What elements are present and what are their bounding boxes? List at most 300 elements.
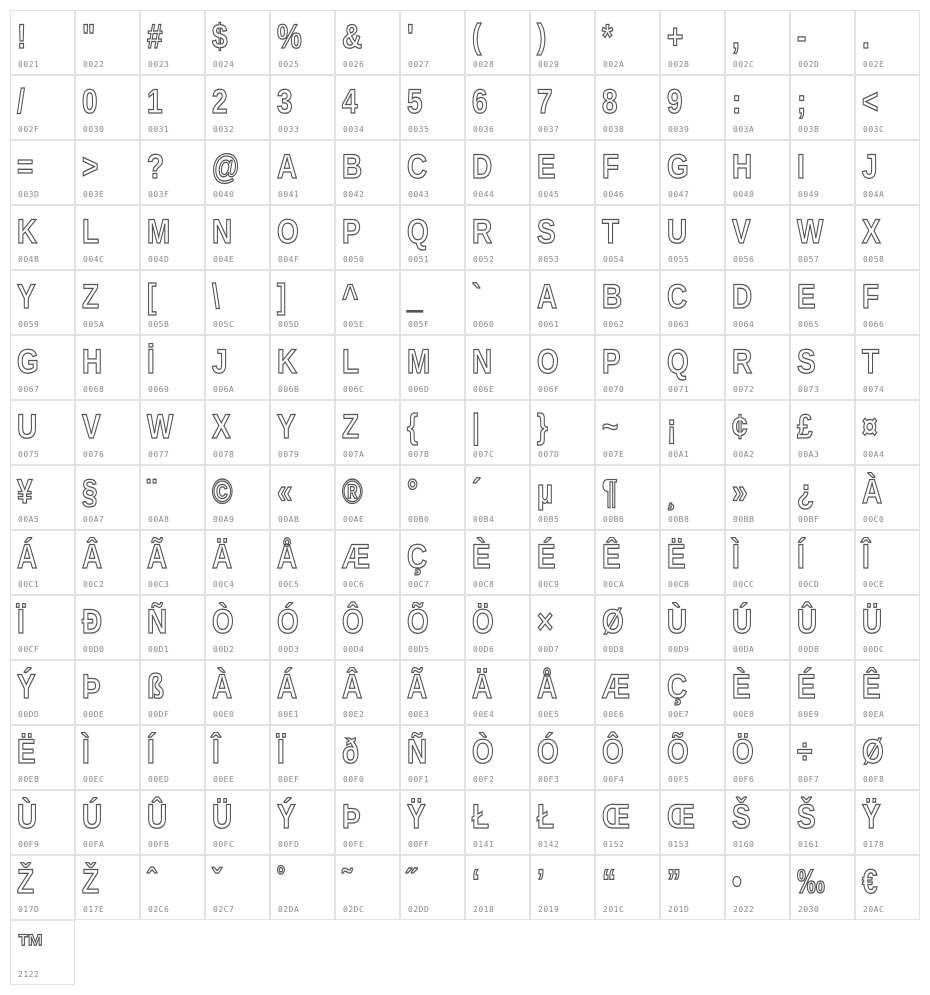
- glyph-preview: C: [667, 278, 688, 316]
- glyph-cell[interactable]: [75, 725, 140, 790]
- glyph-cell[interactable]: [855, 595, 920, 660]
- glyph-cell[interactable]: [140, 855, 205, 920]
- glyph-cell[interactable]: [140, 205, 205, 270]
- glyph-preview: Æ: [342, 538, 370, 576]
- glyph-cell[interactable]: [530, 855, 595, 920]
- glyph-preview: H: [82, 343, 103, 381]
- glyph-cell[interactable]: [140, 725, 205, 790]
- glyph-code-label: 00F3: [538, 775, 560, 784]
- glyph-cell[interactable]: [855, 465, 920, 530]
- glyph-cell[interactable]: [75, 10, 140, 75]
- glyph-code-label: 00FD: [278, 840, 300, 849]
- glyph-cell[interactable]: [725, 465, 790, 530]
- glyph-cell[interactable]: [335, 530, 400, 595]
- glyph-preview: [: [147, 278, 157, 316]
- glyph-code-label: 006F: [538, 385, 560, 394]
- glyph-cell[interactable]: [855, 270, 920, 335]
- glyph-cell[interactable]: [400, 75, 465, 140]
- glyph-cell[interactable]: [725, 205, 790, 270]
- glyph-cell[interactable]: [75, 140, 140, 205]
- glyph-cell[interactable]: [400, 725, 465, 790]
- glyph-cell[interactable]: [790, 10, 855, 75]
- glyph-cell[interactable]: [205, 400, 270, 465]
- glyph-code-label: 20AC: [863, 905, 885, 914]
- glyph-code-label: 005D: [278, 320, 300, 329]
- glyph-cell[interactable]: [595, 10, 660, 75]
- glyph-preview: Å: [277, 538, 298, 576]
- glyph-preview: ®: [342, 473, 363, 511]
- glyph-cell[interactable]: [140, 400, 205, 465]
- glyph-code-label: 002E: [863, 60, 885, 69]
- glyph-cell[interactable]: [140, 660, 205, 725]
- glyph-cell[interactable]: [595, 270, 660, 335]
- glyph-code-label: 00E5: [538, 710, 560, 719]
- glyph-preview: Y: [17, 278, 36, 316]
- glyph-cell[interactable]: [400, 10, 465, 75]
- glyph-code-label: 005A: [83, 320, 105, 329]
- glyph-preview: 8: [602, 83, 618, 121]
- glyph-cell[interactable]: [465, 725, 530, 790]
- glyph-preview: Ž: [17, 863, 35, 901]
- glyph-cell[interactable]: [660, 335, 725, 400]
- glyph-cell[interactable]: [335, 270, 400, 335]
- glyph-preview: ß: [147, 668, 165, 706]
- glyph-cell[interactable]: [335, 790, 400, 855]
- glyph-code-label: 00D3: [278, 645, 300, 654]
- glyph-preview: L: [342, 343, 360, 381]
- glyph-cell[interactable]: [660, 140, 725, 205]
- glyph-cell[interactable]: [140, 465, 205, 530]
- glyph-cell[interactable]: [855, 855, 920, 920]
- glyph-cell[interactable]: [790, 595, 855, 660]
- glyph-code-label: 0042: [343, 190, 365, 199]
- glyph-cell[interactable]: [465, 335, 530, 400]
- glyph-cell[interactable]: [660, 855, 725, 920]
- glyph-cell[interactable]: [140, 335, 205, 400]
- glyph-cell[interactable]: [75, 530, 140, 595]
- glyph-preview: B: [342, 148, 363, 186]
- glyph-preview: ´: [472, 473, 482, 511]
- glyph-cell[interactable]: [335, 335, 400, 400]
- glyph-cell[interactable]: [140, 75, 205, 140]
- glyph-cell[interactable]: [400, 855, 465, 920]
- glyph-preview: N: [212, 213, 233, 251]
- glyph-cell[interactable]: [400, 270, 465, 335]
- glyph-cell[interactable]: [855, 335, 920, 400]
- glyph-code-label: 0056: [733, 255, 755, 264]
- glyph-code-label: 02DD: [408, 905, 430, 914]
- glyph-cell[interactable]: [205, 595, 270, 660]
- glyph-code-label: 002A: [603, 60, 625, 69]
- glyph-cell[interactable]: [595, 205, 660, 270]
- glyph-code-label: 2018: [473, 905, 495, 914]
- glyph-code-label: 00F6: [733, 775, 755, 784]
- glyph-code-label: 0152: [603, 840, 625, 849]
- glyph-cell[interactable]: [855, 140, 920, 205]
- glyph-cell[interactable]: [660, 595, 725, 660]
- glyph-code-label: 00F0: [343, 775, 365, 784]
- glyph-cell[interactable]: [75, 75, 140, 140]
- glyph-code-label: 0027: [408, 60, 430, 69]
- glyph-cell[interactable]: [335, 400, 400, 465]
- glyph-code-label: 00E3: [408, 710, 430, 719]
- glyph-cell[interactable]: [660, 270, 725, 335]
- glyph-code-label: 017E: [83, 905, 105, 914]
- glyph-cell[interactable]: [10, 335, 75, 400]
- glyph-cell[interactable]: [530, 465, 595, 530]
- glyph-cell[interactable]: [140, 595, 205, 660]
- glyph-code-label: 00A1: [668, 450, 690, 459]
- glyph-cell[interactable]: [855, 75, 920, 140]
- glyph-cell[interactable]: [205, 855, 270, 920]
- glyph-code-label: 0055: [668, 255, 690, 264]
- glyph-cell[interactable]: [10, 205, 75, 270]
- glyph-cell[interactable]: [270, 400, 335, 465]
- glyph-code-label: 00C3: [148, 580, 170, 589]
- glyph-cell[interactable]: [10, 400, 75, 465]
- glyph-preview: Æ: [602, 668, 630, 706]
- glyph-cell[interactable]: [465, 10, 530, 75]
- glyph-cell[interactable]: [725, 140, 790, 205]
- glyph-cell[interactable]: [205, 270, 270, 335]
- glyph-cell[interactable]: [335, 595, 400, 660]
- glyph-cell[interactable]: [335, 205, 400, 270]
- glyph-cell[interactable]: [10, 855, 75, 920]
- glyph-cell[interactable]: [595, 400, 660, 465]
- glyph-cell[interactable]: [465, 400, 530, 465]
- glyph-cell[interactable]: [10, 920, 75, 985]
- glyph-cell[interactable]: [335, 140, 400, 205]
- glyph-preview: #: [147, 18, 163, 56]
- glyph-cell[interactable]: [140, 140, 205, 205]
- glyph-cell[interactable]: [595, 335, 660, 400]
- glyph-code-label: 00A8: [148, 515, 170, 524]
- glyph-cell[interactable]: [465, 140, 530, 205]
- glyph-cell[interactable]: [205, 465, 270, 530]
- glyph-cell[interactable]: [725, 530, 790, 595]
- glyph-cell[interactable]: [530, 660, 595, 725]
- glyph-cell[interactable]: [10, 270, 75, 335]
- glyph-cell[interactable]: [725, 270, 790, 335]
- glyph-code-label: 201D: [668, 905, 690, 914]
- glyph-cell[interactable]: [205, 790, 270, 855]
- glyph-cell[interactable]: [595, 75, 660, 140]
- glyph-preview: Œ: [667, 798, 695, 836]
- glyph-cell[interactable]: [660, 400, 725, 465]
- glyph-cell[interactable]: [855, 790, 920, 855]
- glyph-cell[interactable]: [790, 140, 855, 205]
- glyph-preview: 2: [212, 83, 228, 121]
- glyph-cell[interactable]: [400, 205, 465, 270]
- glyph-cell[interactable]: [140, 270, 205, 335]
- glyph-cell[interactable]: [335, 465, 400, 530]
- glyph-cell[interactable]: [400, 400, 465, 465]
- glyph-cell[interactable]: [270, 465, 335, 530]
- glyph-preview: «: [277, 473, 293, 511]
- glyph-cell[interactable]: [205, 140, 270, 205]
- glyph-cell[interactable]: [75, 595, 140, 660]
- glyph-code-label: 005B: [148, 320, 170, 329]
- glyph-preview: Ò: [212, 603, 234, 641]
- glyph-code-label: 0074: [863, 385, 885, 394]
- glyph-cell[interactable]: [140, 790, 205, 855]
- glyph-cell[interactable]: [400, 140, 465, 205]
- glyph-cell[interactable]: [270, 335, 335, 400]
- glyph-cell[interactable]: [790, 335, 855, 400]
- glyph-cell[interactable]: [400, 660, 465, 725]
- glyph-code-label: 004C: [83, 255, 105, 264]
- glyph-code-label: 00F1: [408, 775, 430, 784]
- glyph-cell[interactable]: [140, 530, 205, 595]
- glyph-cell[interactable]: [660, 725, 725, 790]
- glyph-preview: A: [277, 148, 298, 186]
- glyph-cell[interactable]: [790, 530, 855, 595]
- glyph-code-label: 0057: [798, 255, 820, 264]
- glyph-cell[interactable]: [530, 335, 595, 400]
- glyph-cell[interactable]: [270, 660, 335, 725]
- glyph-cell[interactable]: [10, 75, 75, 140]
- glyph-cell[interactable]: [335, 10, 400, 75]
- glyph-code-label: 201C: [603, 905, 625, 914]
- glyph-cell[interactable]: [660, 205, 725, 270]
- glyph-cell[interactable]: [660, 465, 725, 530]
- glyph-cell[interactable]: [595, 855, 660, 920]
- glyph-cell[interactable]: [400, 790, 465, 855]
- glyph-cell[interactable]: [790, 790, 855, 855]
- glyph-cell[interactable]: [660, 790, 725, 855]
- glyph-code-label: 00B8: [668, 515, 690, 524]
- glyph-cell[interactable]: [75, 790, 140, 855]
- glyph-preview: Ô: [342, 603, 364, 641]
- glyph-cell[interactable]: [725, 725, 790, 790]
- glyph-preview: Ä: [472, 668, 493, 706]
- glyph-code-label: 2019: [538, 905, 560, 914]
- glyph-code-label: 0029: [538, 60, 560, 69]
- glyph-cell[interactable]: [10, 725, 75, 790]
- glyph-cell[interactable]: [75, 465, 140, 530]
- glyph-cell[interactable]: [75, 660, 140, 725]
- glyph-cell[interactable]: [270, 205, 335, 270]
- glyph-cell[interactable]: [595, 140, 660, 205]
- glyph-code-label: 0077: [148, 450, 170, 459]
- glyph-preview: Î: [212, 733, 220, 771]
- glyph-preview: X: [862, 213, 881, 251]
- glyph-cell[interactable]: [335, 725, 400, 790]
- glyph-cell[interactable]: [595, 530, 660, 595]
- glyph-cell[interactable]: [75, 855, 140, 920]
- glyph-cell[interactable]: [400, 465, 465, 530]
- glyph-cell[interactable]: [335, 855, 400, 920]
- glyph-cell[interactable]: [335, 660, 400, 725]
- glyph-code-label: 00D4: [343, 645, 365, 654]
- glyph-preview: ¨: [147, 473, 157, 511]
- glyph-cell[interactable]: [660, 75, 725, 140]
- glyph-preview: Œ: [602, 798, 630, 836]
- glyph-cell[interactable]: [725, 335, 790, 400]
- glyph-code-label: 0028: [473, 60, 495, 69]
- glyph-preview: Ú: [732, 603, 753, 641]
- glyph-cell[interactable]: [270, 270, 335, 335]
- glyph-preview: Ó: [537, 733, 559, 771]
- glyph-code-label: 00DE: [83, 710, 105, 719]
- glyph-cell[interactable]: [660, 530, 725, 595]
- glyph-preview: Ã: [407, 668, 428, 706]
- glyph-cell[interactable]: [205, 725, 270, 790]
- glyph-cell[interactable]: [335, 75, 400, 140]
- glyph-cell[interactable]: [465, 790, 530, 855]
- glyph-preview: ¸: [667, 473, 677, 511]
- glyph-cell[interactable]: [75, 400, 140, 465]
- glyph-cell[interactable]: [140, 10, 205, 75]
- glyph-cell[interactable]: [790, 465, 855, 530]
- glyph-cell[interactable]: [270, 855, 335, 920]
- glyph-code-label: 00B0: [408, 515, 430, 524]
- glyph-cell[interactable]: [855, 660, 920, 725]
- glyph-cell[interactable]: [400, 595, 465, 660]
- glyph-cell[interactable]: [530, 205, 595, 270]
- glyph-cell[interactable]: [790, 725, 855, 790]
- glyph-preview: ;: [797, 83, 807, 121]
- glyph-cell[interactable]: [725, 400, 790, 465]
- glyph-cell[interactable]: [205, 75, 270, 140]
- glyph-code-label: 003E: [83, 190, 105, 199]
- glyph-cell[interactable]: [855, 725, 920, 790]
- glyph-code-label: 0022: [83, 60, 105, 69]
- glyph-code-label: 007A: [343, 450, 365, 459]
- glyph-code-label: 0054: [603, 255, 625, 264]
- glyph-code-label: 0064: [733, 320, 755, 329]
- glyph-cell[interactable]: [205, 10, 270, 75]
- glyph-cell[interactable]: [855, 10, 920, 75]
- glyph-cell[interactable]: [595, 790, 660, 855]
- glyph-cell[interactable]: [465, 530, 530, 595]
- glyph-cell[interactable]: [530, 270, 595, 335]
- glyph-cell[interactable]: [10, 595, 75, 660]
- glyph-code-label: 02C7: [213, 905, 235, 914]
- glyph-cell[interactable]: [75, 270, 140, 335]
- glyph-preview: ¢: [732, 408, 748, 446]
- glyph-code-label: 00CF: [18, 645, 40, 654]
- glyph-cell[interactable]: [790, 855, 855, 920]
- glyph-cell[interactable]: [400, 530, 465, 595]
- glyph-preview: Ì: [732, 538, 740, 576]
- glyph-cell[interactable]: [855, 205, 920, 270]
- glyph-cell[interactable]: [595, 660, 660, 725]
- glyph-cell[interactable]: [10, 140, 75, 205]
- glyph-preview: Ù: [17, 798, 38, 836]
- glyph-cell[interactable]: [530, 595, 595, 660]
- glyph-cell[interactable]: [270, 530, 335, 595]
- glyph-preview: “: [602, 863, 616, 901]
- glyph-cell[interactable]: [725, 595, 790, 660]
- glyph-cell[interactable]: [725, 855, 790, 920]
- glyph-cell[interactable]: [790, 400, 855, 465]
- glyph-cell[interactable]: [790, 205, 855, 270]
- glyph-code-label: 007B: [408, 450, 430, 459]
- glyph-preview: 1: [147, 83, 163, 121]
- glyph-code-label: 00E4: [473, 710, 495, 719]
- glyph-cell[interactable]: [530, 10, 595, 75]
- glyph-cell[interactable]: [530, 530, 595, 595]
- glyph-cell[interactable]: [270, 790, 335, 855]
- glyph-preview: Ø: [862, 733, 884, 771]
- glyph-preview: Â: [342, 668, 363, 706]
- glyph-cell[interactable]: [10, 465, 75, 530]
- glyph-cell[interactable]: [530, 400, 595, 465]
- glyph-cell[interactable]: [660, 660, 725, 725]
- glyph-code-label: 0142: [538, 840, 560, 849]
- glyph-cell[interactable]: [75, 205, 140, 270]
- glyph-preview: Ł: [537, 798, 555, 836]
- glyph-cell[interactable]: [855, 530, 920, 595]
- glyph-cell[interactable]: [660, 10, 725, 75]
- glyph-cell[interactable]: [10, 530, 75, 595]
- glyph-cell[interactable]: [595, 725, 660, 790]
- glyph-cell[interactable]: [465, 205, 530, 270]
- glyph-cell[interactable]: [205, 335, 270, 400]
- glyph-code-label: 0035: [408, 125, 430, 134]
- glyph-code-label: 004B: [18, 255, 40, 264]
- glyph-preview: =: [17, 148, 34, 186]
- glyph-cell[interactable]: [270, 595, 335, 660]
- glyph-code-label: 0047: [668, 190, 690, 199]
- glyph-cell[interactable]: [270, 75, 335, 140]
- glyph-cell[interactable]: [270, 725, 335, 790]
- glyph-cell[interactable]: [465, 855, 530, 920]
- glyph-cell[interactable]: [595, 595, 660, 660]
- glyph-preview: Š: [797, 798, 816, 836]
- glyph-preview: *: [602, 18, 613, 56]
- glyph-code-label: 0071: [668, 385, 690, 394]
- glyph-code-label: 007E: [603, 450, 625, 459]
- glyph-cell[interactable]: [10, 10, 75, 75]
- glyph-cell[interactable]: [205, 660, 270, 725]
- glyph-cell[interactable]: [725, 790, 790, 855]
- glyph-cell[interactable]: [530, 75, 595, 140]
- glyph-cell[interactable]: [10, 790, 75, 855]
- glyph-preview: Ù: [667, 603, 688, 641]
- glyph-cell[interactable]: [790, 660, 855, 725]
- glyph-cell[interactable]: [75, 335, 140, 400]
- glyph-cell[interactable]: [530, 140, 595, 205]
- glyph-cell[interactable]: [530, 725, 595, 790]
- glyph-cell[interactable]: [790, 270, 855, 335]
- glyph-cell[interactable]: [205, 530, 270, 595]
- glyph-cell[interactable]: [725, 75, 790, 140]
- glyph-cell[interactable]: [205, 205, 270, 270]
- glyph-cell[interactable]: [855, 400, 920, 465]
- glyph-cell[interactable]: [465, 660, 530, 725]
- glyph-code-label: 007C: [473, 450, 495, 459]
- glyph-cell[interactable]: [465, 465, 530, 530]
- glyph-cell[interactable]: [400, 335, 465, 400]
- glyph-code-label: 00FE: [343, 840, 365, 849]
- glyph-cell[interactable]: [725, 660, 790, 725]
- glyph-cell[interactable]: [465, 595, 530, 660]
- glyph-cell[interactable]: [530, 790, 595, 855]
- glyph-cell[interactable]: [790, 75, 855, 140]
- glyph-cell[interactable]: [595, 465, 660, 530]
- glyph-code-label: 2022: [733, 905, 755, 914]
- glyph-code-label: 0078: [213, 450, 235, 459]
- glyph-preview: +: [667, 18, 684, 56]
- glyph-cell[interactable]: [10, 660, 75, 725]
- glyph-cell[interactable]: [465, 75, 530, 140]
- glyph-cell[interactable]: [270, 10, 335, 75]
- glyph-cell[interactable]: [465, 270, 530, 335]
- glyph-cell[interactable]: [725, 10, 790, 75]
- glyph-cell[interactable]: [270, 140, 335, 205]
